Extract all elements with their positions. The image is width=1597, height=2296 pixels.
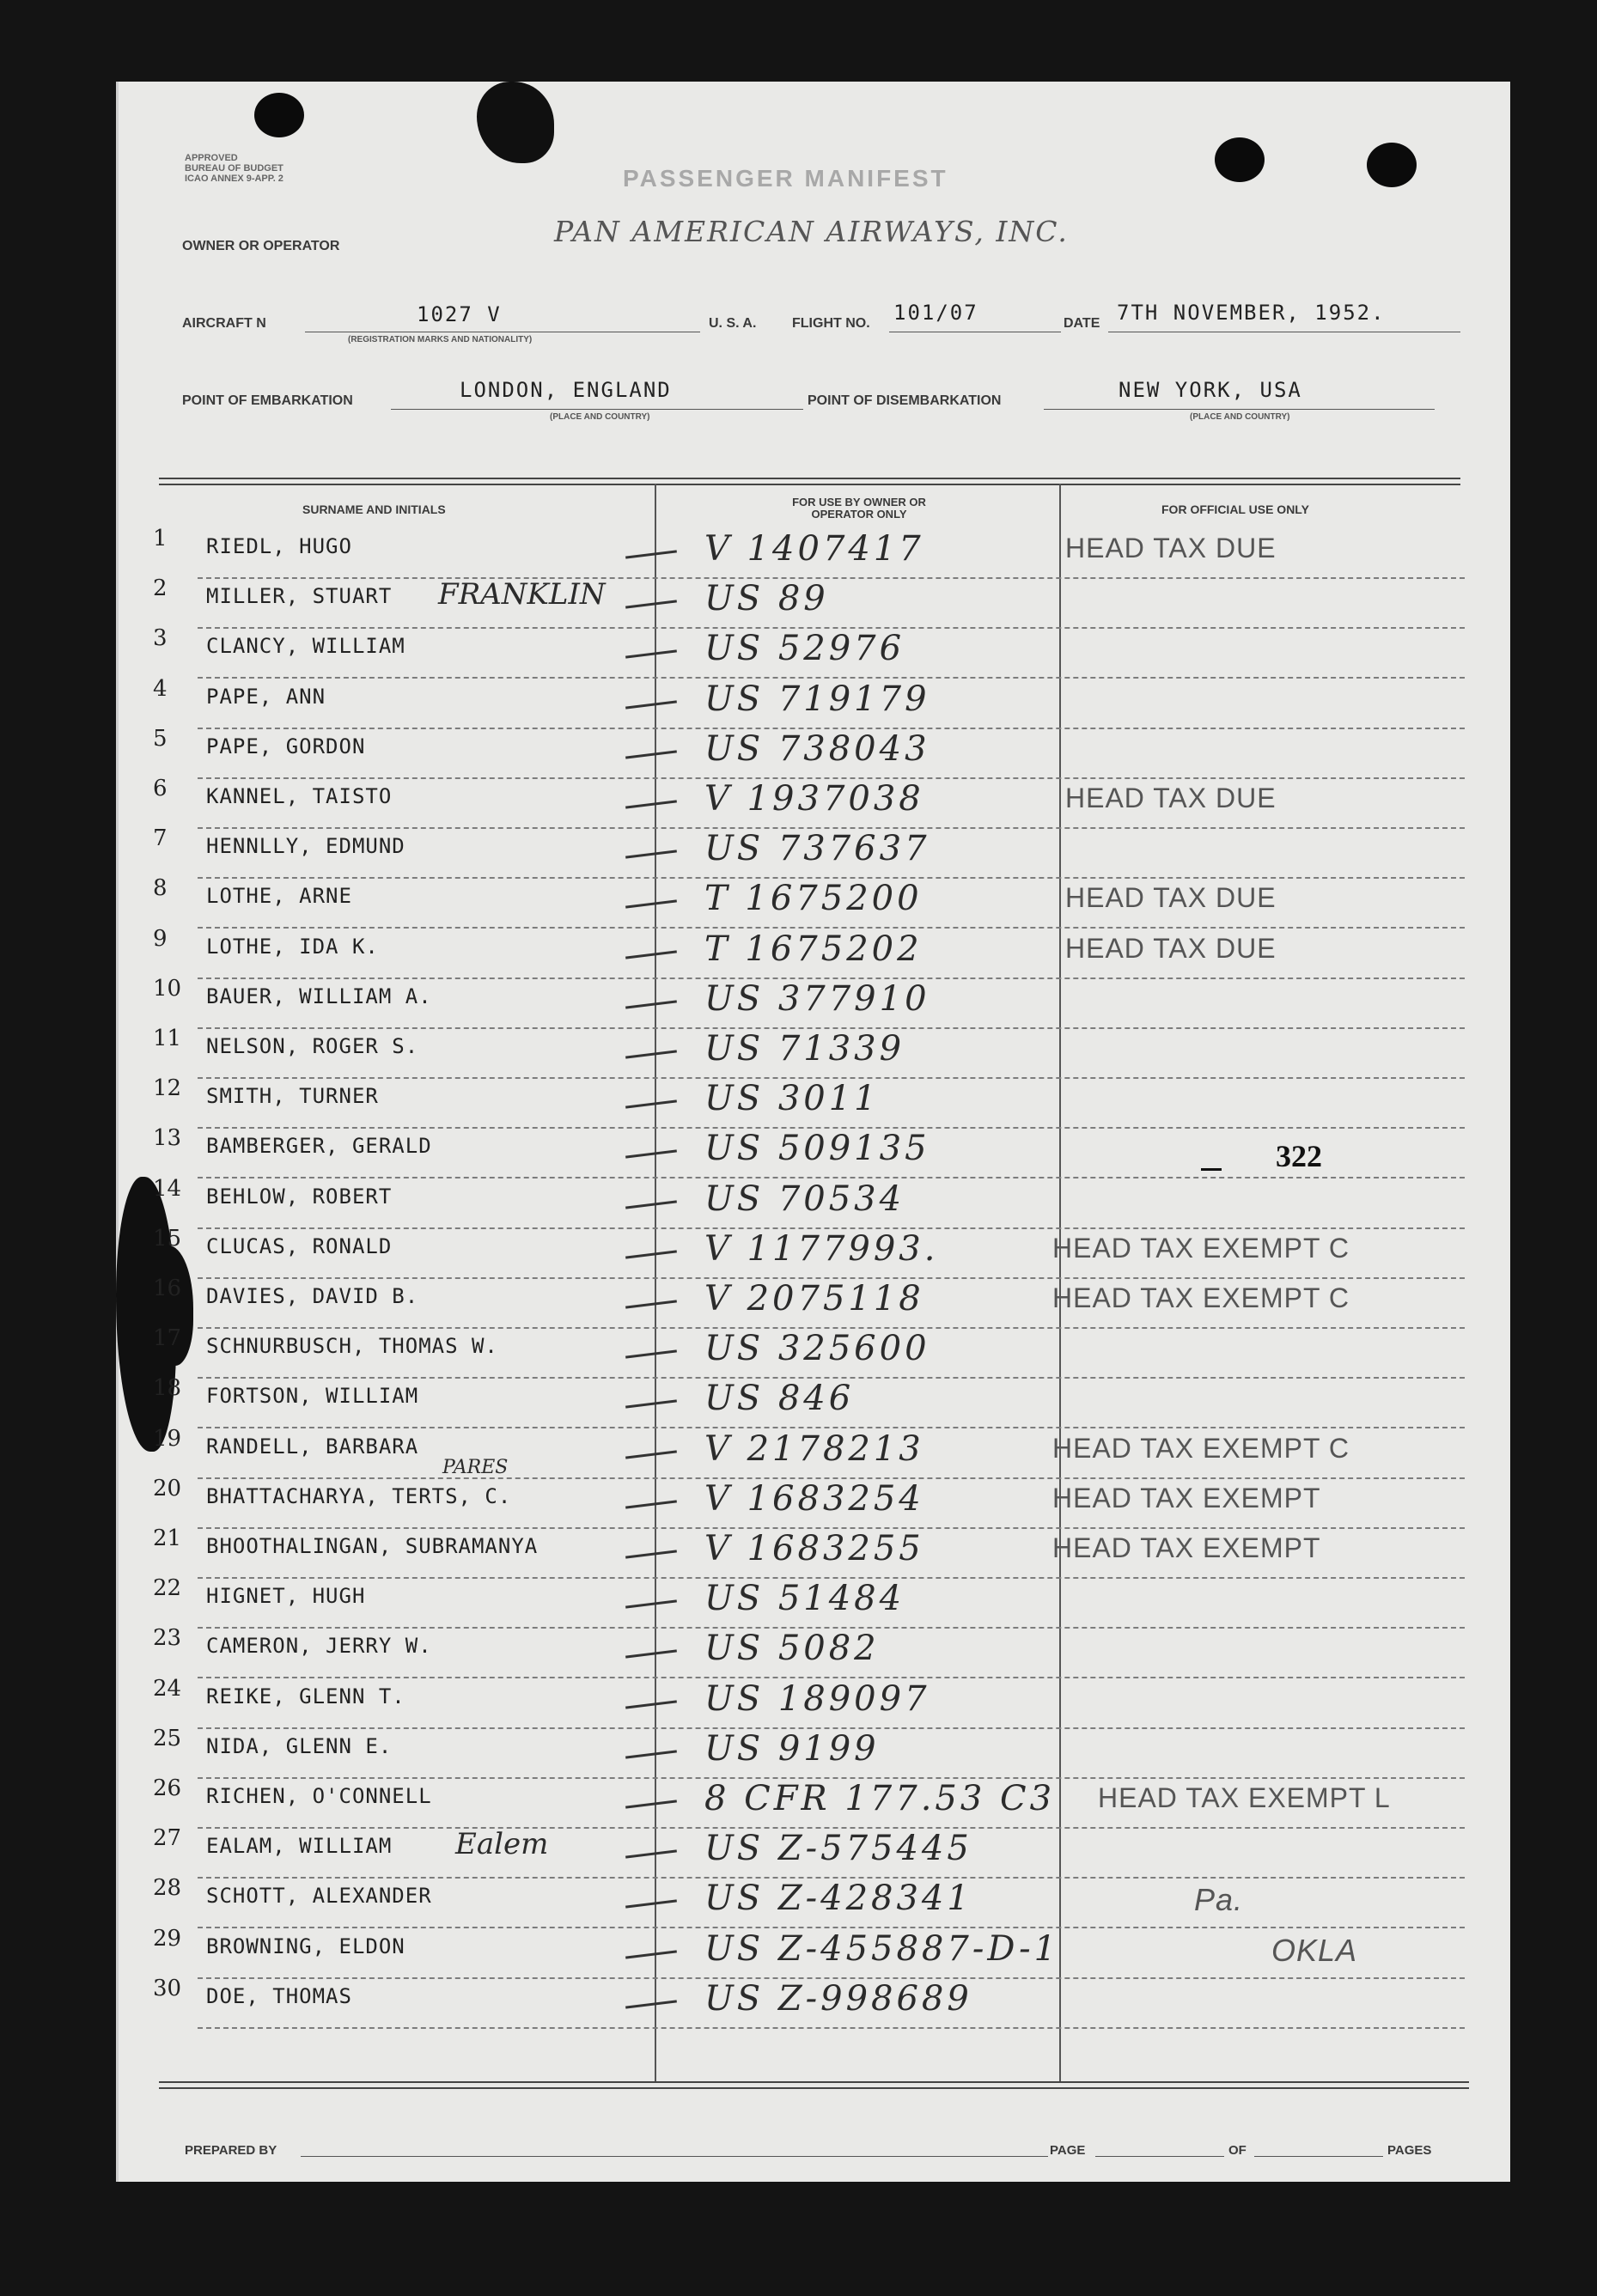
passenger-name: CLANCY, WILLIAM <box>206 634 405 659</box>
column-header-name: SURNAME AND INITIALS <box>302 502 446 516</box>
official-note: HEAD TAX EXEMPT L <box>1098 1782 1391 1813</box>
table-row <box>0 875 1597 932</box>
passenger-name: PAPE, ANN <box>206 684 326 709</box>
row-number: 15 <box>153 1225 182 1252</box>
tick-mark <box>625 1750 677 1758</box>
aircraft-label: AIRCRAFT N <box>182 316 266 331</box>
form-title: PASSENGER MANIFEST <box>623 165 948 192</box>
row-number: 4 <box>153 675 168 702</box>
row-number: 22 <box>153 1575 182 1602</box>
table-row <box>0 975 1597 1032</box>
row-number: 5 <box>153 725 168 752</box>
document-number: US 377910 <box>704 978 930 1019</box>
row-number: 16 <box>153 1276 182 1301</box>
official-note: HEAD TAX DUE <box>1065 533 1277 563</box>
document-number: US 52976 <box>704 629 905 669</box>
handwritten-name-correction: FRANKLIN <box>438 577 606 612</box>
tick-mark <box>625 600 677 609</box>
table-row <box>0 1675 1597 1733</box>
document-number: US 509135 <box>704 1129 930 1169</box>
tick-mark <box>625 800 677 808</box>
official-note: HEAD TAX EXEMPT C <box>1052 1232 1350 1264</box>
row-number: 12 <box>153 1075 182 1102</box>
document-number: US 189097 <box>704 1678 930 1719</box>
tick-mark <box>625 1400 677 1409</box>
tick-mark <box>625 1850 677 1859</box>
passenger-name: CAMERON, JERRY W. <box>206 1634 432 1659</box>
tick-mark <box>625 1600 677 1609</box>
tick-mark <box>625 1100 677 1109</box>
tick-mark <box>625 2000 677 2008</box>
official-note: HEAD TAX EXEMPT <box>1052 1482 1321 1513</box>
document-number: US 737637 <box>704 829 930 869</box>
tick-mark <box>625 850 677 859</box>
document-number: US 70534 <box>704 1178 905 1219</box>
document-number: US 846 <box>704 1379 855 1419</box>
passenger-name: RIEDL, HUGO <box>206 534 352 558</box>
punch-hole <box>1215 137 1265 182</box>
table-row <box>0 1175 1597 1233</box>
tick-mark <box>625 1450 677 1459</box>
tick-mark <box>625 1250 677 1258</box>
document-number: US Z-455887-D-1 <box>704 1928 1060 1969</box>
tick-mark <box>625 950 677 959</box>
table-row <box>0 1526 1597 1582</box>
passenger-name: BROWNING, ELDON <box>206 1934 405 1958</box>
official-note: HEAD TAX DUE <box>1065 882 1277 914</box>
tick-mark <box>625 900 677 909</box>
row-number: 6 <box>153 776 168 801</box>
row-number: 27 <box>153 1825 182 1852</box>
row-number: 19 <box>153 1425 182 1452</box>
disembarkation-value: NEW YORK, USA <box>1119 378 1302 402</box>
official-note: HEAD TAX EXEMPT C <box>1052 1282 1350 1313</box>
tick-mark <box>625 1300 677 1308</box>
table-row <box>0 1925 1597 1982</box>
table-row <box>0 1456 1597 1532</box>
document-number: V 2075118 <box>704 1279 924 1319</box>
official-note: HEAD TAX EXEMPT <box>1052 1532 1321 1563</box>
row-number: 26 <box>153 1775 182 1801</box>
row-number: 11 <box>153 1026 182 1051</box>
passenger-name: SCHOTT, ALEXANDER <box>206 1884 432 1909</box>
passenger-name: RICHEN, O'CONNELL <box>206 1784 432 1808</box>
row-number: 21 <box>153 1526 182 1551</box>
table-row <box>0 1775 1597 1832</box>
passenger-name: BHATTACHARYA, TERTS, C. <box>206 1483 512 1508</box>
approval-note: APPROVED BUREAU OF BUDGET ICAO ANNEX 9-APP. 2 <box>185 153 283 184</box>
document-number: US 9199 <box>704 1728 880 1769</box>
row-number: 14 <box>153 1175 182 1202</box>
tick-mark <box>625 1050 677 1058</box>
document-number: V 1683255 <box>704 1529 924 1568</box>
aircraft-value: 1027 V <box>417 302 502 326</box>
row-number: 28 <box>153 1875 182 1902</box>
passenger-name: SCHNURBUSCH, THOMAS W. <box>206 1334 498 1359</box>
table-row <box>0 1325 1597 1382</box>
table-row <box>0 1026 1597 1082</box>
document-number: US 719179 <box>704 679 930 719</box>
passenger-name: RANDELL, BARBARA <box>206 1434 419 1459</box>
passenger-name: NELSON, ROGER S. <box>206 1034 419 1058</box>
passenger-name: DOE, THOMAS <box>206 1983 352 2008</box>
tick-mark <box>625 750 677 758</box>
table-row <box>0 675 1597 733</box>
tick-mark <box>625 1950 677 1958</box>
column-header-official: FOR OFFICIAL USE ONLY <box>1161 502 1309 516</box>
passenger-name: LOTHE, ARNE <box>206 884 352 909</box>
tick-mark <box>625 1500 677 1508</box>
passenger-name: HIGNET, HUGH <box>206 1584 366 1609</box>
table-row <box>0 925 1597 983</box>
row-number: 20 <box>153 1475 182 1501</box>
tick-mark <box>625 1150 677 1159</box>
of-label: OF <box>1228 2143 1247 2158</box>
table-row <box>0 1276 1597 1332</box>
official-note: HEAD TAX DUE <box>1065 932 1277 964</box>
tick-mark <box>625 650 677 659</box>
row-number: 13 <box>153 1125 182 1152</box>
flight-label: FLIGHT NO. <box>792 316 870 331</box>
document-number: V 1937038 <box>704 779 924 819</box>
table-row <box>0 526 1597 582</box>
table-row <box>0 725 1597 783</box>
passenger-name: CLUCAS, RONALD <box>206 1233 393 1258</box>
passenger-name: REIKE, GLENN T. <box>206 1684 405 1708</box>
row-number: 7 <box>153 825 168 852</box>
table-row <box>0 1125 1597 1182</box>
passenger-name: BEHLOW, ROBERT <box>206 1184 393 1209</box>
official-note: Pa. <box>1194 1882 1244 1918</box>
table-row <box>0 1725 1597 1782</box>
tick-mark <box>625 1700 677 1708</box>
document-number: US Z-428341 <box>704 1879 972 1919</box>
tick-mark <box>625 1200 677 1209</box>
official-note: OKLA <box>1271 1932 1358 1968</box>
date-value: 7TH NOVEMBER, 1952. <box>1117 301 1386 325</box>
official-note: HEAD TAX DUE <box>1065 783 1277 813</box>
aircraft-caption: (REGISTRATION MARKS AND NATIONALITY) <box>348 335 533 344</box>
owner-operator-label: OWNER OR OPERATOR <box>182 239 340 253</box>
document-number: US 51484 <box>704 1579 905 1619</box>
passenger-name: SMITH, TURNER <box>206 1084 379 1109</box>
document-number: US 71339 <box>704 1029 905 1069</box>
official-note: HEAD TAX EXEMPT C <box>1052 1432 1350 1464</box>
row-number: 3 <box>153 625 168 652</box>
tick-mark <box>625 550 677 558</box>
passenger-name: LOTHE, IDA K. <box>206 934 379 959</box>
passenger-name: BAMBERGER, GERALD <box>206 1134 432 1159</box>
passenger-name: EALAM, WILLIAM <box>206 1834 393 1859</box>
document-number: US Z-575445 <box>704 1829 972 1869</box>
row-number: 29 <box>153 1925 182 1952</box>
document-number: US 738043 <box>704 728 930 769</box>
document-number: V 2178213 <box>704 1428 924 1469</box>
handwritten-name-correction: Ealem <box>455 1827 549 1862</box>
tick-mark <box>625 1650 677 1659</box>
row-number: 18 <box>153 1375 182 1402</box>
row-number: 8 <box>153 875 168 902</box>
handwritten-name-correction: PARES <box>442 1456 509 1478</box>
tick-mark <box>625 1800 677 1808</box>
document-number: V 1177993. <box>704 1228 939 1269</box>
passenger-name: BHOOTHALINGAN, SUBRAMANYA <box>206 1534 539 1558</box>
passenger-name: BAUER, WILLIAM A. <box>206 984 432 1008</box>
table-row <box>0 1225 1597 1282</box>
table-row <box>0 825 1597 882</box>
flight-value: 101/07 <box>893 301 978 325</box>
table-row <box>0 1425 1597 1483</box>
row-number: 17 <box>153 1325 182 1352</box>
row-number: 10 <box>153 975 182 1002</box>
column-header-owner: FOR USE BY OWNER OR OPERATOR ONLY <box>792 496 926 521</box>
table-row <box>0 1575 1597 1632</box>
tick-mark <box>625 1000 677 1008</box>
table-row <box>0 776 1597 832</box>
row-number: 24 <box>153 1675 182 1702</box>
row-number: 23 <box>153 1625 182 1652</box>
embarkation-caption: (PLACE AND COUNTRY) <box>550 412 650 422</box>
document-number: US 89 <box>704 579 829 619</box>
passenger-name: PAPE, GORDON <box>206 734 366 758</box>
table-row <box>0 1825 1597 1882</box>
punch-hole <box>254 93 304 137</box>
document-number: V 1683254 <box>704 1478 924 1519</box>
document-number: T 1675202 <box>704 929 923 969</box>
usa-label: U. S. A. <box>709 316 757 331</box>
document-number: US 5082 <box>704 1629 880 1669</box>
date-label: DATE <box>1064 316 1100 331</box>
table-row <box>0 1375 1597 1432</box>
document-number: 8 CFR 177.53 C3 <box>704 1779 1056 1818</box>
table-row <box>0 625 1597 682</box>
operator-name: PAN AMERICAN AIRWAYS, INC. <box>554 215 1069 248</box>
prepared-by-label: PREPARED BY <box>185 2143 277 2158</box>
document-number: V 1407417 <box>704 529 924 569</box>
table-row <box>0 1875 1597 1932</box>
row-number: 25 <box>153 1725 182 1751</box>
tick-mark <box>625 1900 677 1909</box>
disembarkation-label: POINT OF DISEMBARKATION <box>808 393 1002 408</box>
tick-mark <box>625 1350 677 1359</box>
document-number: US 3011 <box>704 1079 880 1119</box>
passenger-name: DAVIES, DAVID B. <box>206 1284 419 1308</box>
row-number: 1 <box>153 526 168 551</box>
table-row <box>0 576 1597 632</box>
document-number: US Z-998689 <box>704 1978 972 2019</box>
table-row <box>0 1075 1597 1132</box>
punch-hole <box>1367 143 1417 187</box>
embarkation-value: LONDON, ENGLAND <box>460 378 672 402</box>
passenger-name: HENNLLY, EDMUND <box>206 834 405 859</box>
embarkation-label: POINT OF EMBARKATION <box>182 393 353 408</box>
table-row <box>0 1625 1597 1682</box>
document-number: US 325600 <box>704 1329 930 1369</box>
passenger-name: MILLER, STUART <box>206 584 393 609</box>
stamp-number: 322 <box>1276 1139 1322 1173</box>
row-number: 2 <box>153 576 168 602</box>
pages-label: PAGES <box>1387 2143 1432 2158</box>
table-row <box>0 1975 1597 2032</box>
passenger-name: KANNEL, TAISTO <box>206 784 393 808</box>
tick-mark <box>625 1550 677 1558</box>
disembarkation-caption: (PLACE AND COUNTRY) <box>1190 412 1290 422</box>
passenger-name: FORTSON, WILLIAM <box>206 1384 419 1409</box>
page-label: PAGE <box>1050 2143 1086 2158</box>
document-number: T 1675200 <box>704 879 923 919</box>
row-number: 9 <box>153 925 168 952</box>
row-number: 30 <box>153 1975 182 2001</box>
tick-mark <box>625 700 677 709</box>
passenger-name: NIDA, GLENN E. <box>206 1733 393 1758</box>
